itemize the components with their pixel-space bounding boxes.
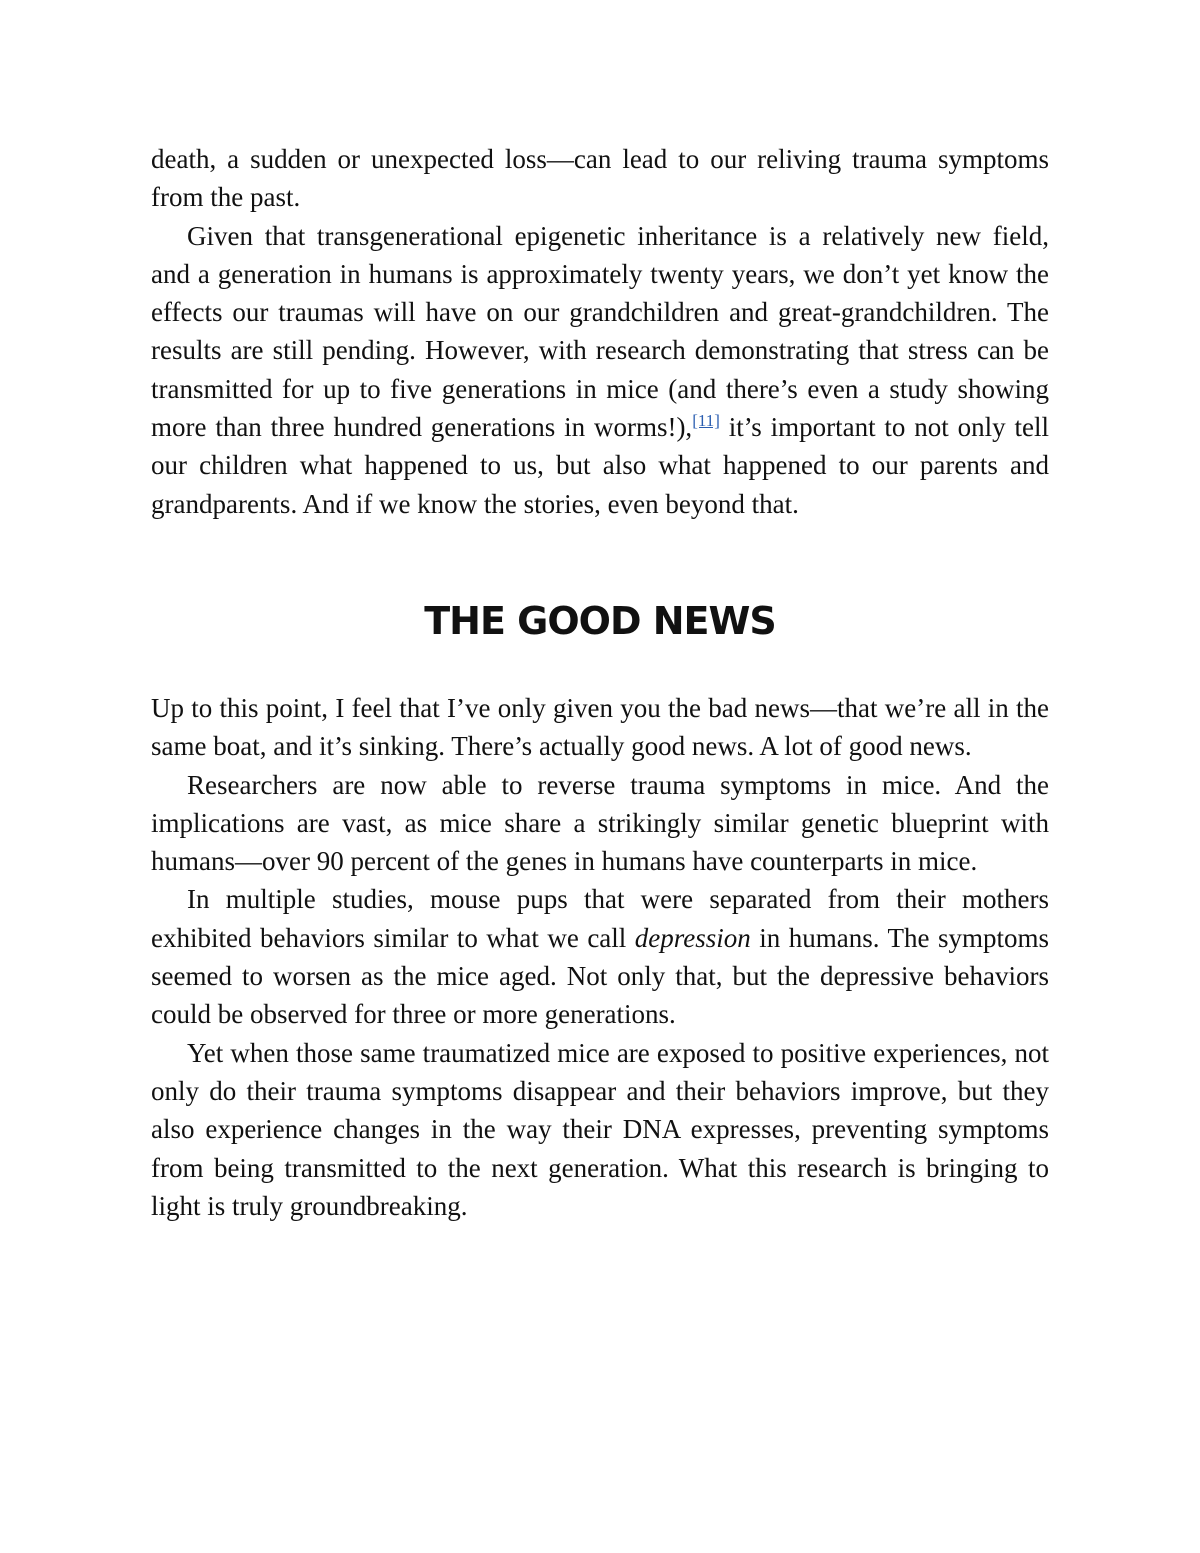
paragraph-3: Up to this point, I feel that I’ve only given you the bad news—that we’re all in the same boat, and it’s sinking. There’s actually good news. A lot of good news. [151, 692, 1049, 762]
paragraph-5-text: In multiple studies, mouse pups that were separated from their mothers exhibited behaviors similar to what we call [151, 884, 1049, 953]
paragraph-5 [151, 880, 1049, 1033]
paragraph-4: Researchers are now able to reverse trauma symptoms in mice. And the implications are vast, as mice share a strikingly similar genetic blueprint with humans—over 90 percent of the genes in humans have counterparts in mice. [151, 769, 1049, 877]
paragraph-5-text-cont: in humans. The symptoms seemed to worsen as the mice aged. Not only that, but the depressive behaviors could be observed for three or more generations. [151, 922, 1049, 1030]
paragraph-2-text-cont: it’s important to not only tell our children what happened to us, but also what happened to our parents and grandparents. And if we know the stories, even beyond that. [151, 412, 1049, 519]
paragraph-6: Yet when those same traumatized mice are exposed to positive experiences, not only do their trauma symptoms disappear and their behaviors improve, but they also experience changes in the way their DNA expresses, preventing symptoms from being transmitted to the next generation. What this research is bringing to light is truly groundbreaking. [151, 1037, 1049, 1221]
footnote-link-11[interactable]: [11] [692, 411, 720, 431]
section-heading: THE GOOD NEWS [424, 598, 776, 643]
emphasis-term: depression [634, 922, 751, 953]
page-body [151, 140, 1049, 1225]
paragraph-2 [151, 217, 1049, 523]
paragraph-1: death, a sudden or unexpected loss—can lead to our reliving trauma symptoms from the past. [151, 144, 1049, 213]
paragraph-2-text: Given that transgenerational epigenetic inheritance is a relatively new field, and a generation in humans is approximately twenty years, we don’t yet know the effects our traumas will have on our grandchildren and great-grandchildren. The results are still pending. However, with research demonstrating that stress can be transmitted for up to five generations in mice (and there’s even a study showing more than three hundred generations in worms!), [151, 220, 1049, 443]
